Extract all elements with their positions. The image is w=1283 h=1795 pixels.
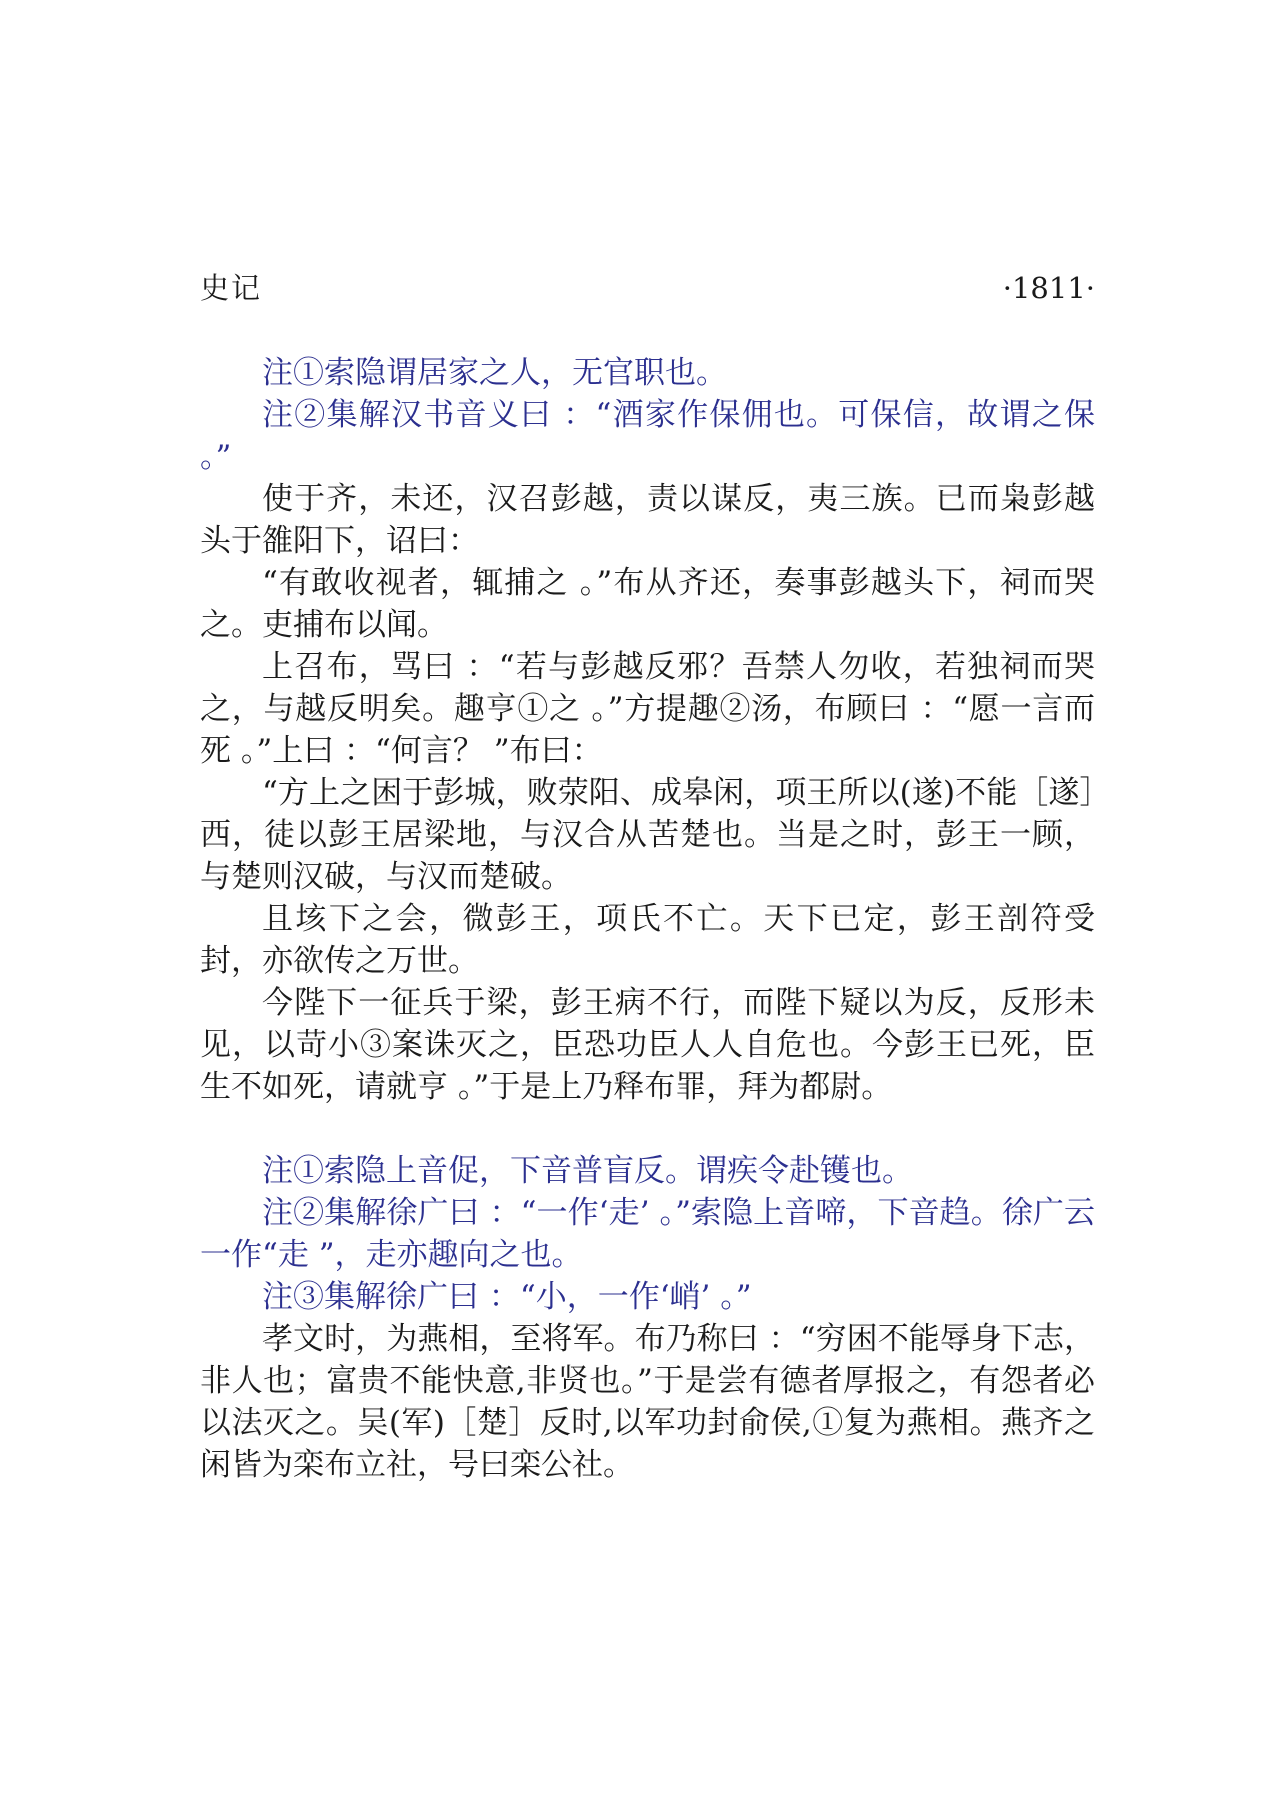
footnote-paragraph: 注①索隐谓居家之人，无官职也。 (262, 355, 727, 391)
footnote-paragraph: 注③集解徐广曰 ：“小，一作‘峭’ 。” (262, 1279, 752, 1315)
page-header (200, 268, 1095, 308)
text-paragraph: “有敢收视者，辄捕之 。”布从齐还，奏事彭越头下，祠而哭之。吏捕布以闻。 (200, 565, 1095, 643)
text-paragraph: 孝文时，为燕相，至将军。布乃称曰 ：“穷困不能辱身下志，非人也；富贵不能快意,非贤也。”于是尝有德者厚报之，有怨者必以法灭之。吴(军)［楚］反时,以军功封俞侯,①复为燕相。燕齐之闲皆为栾布立社，号曰栾公社。 (200, 1321, 1095, 1483)
footnote-paragraph: 注①索隐上音促，下音普盲反。谓疾令赴镬也。 (262, 1153, 913, 1189)
paragraph-gap (200, 1108, 1095, 1150)
page-number: ·1811· (1002, 271, 1095, 305)
text-paragraph: 上召布，骂曰 ：“若与彭越反邪？吾禁人勿收，若独祠而哭之，与越反明矣。趣亨①之 。”方提趣②汤，布顾曰 ：“愿一言而死 。”上曰 ：“何言？ ”布曰： (200, 649, 1095, 769)
text-paragraph: 今陛下一征兵于梁，彭王病不行，而陛下疑以为反，反形未见，以苛小③案诛灭之，臣恐功臣人人自危也。今彭王已死，臣生不如死，请就亨 。”于是上乃释布罪，拜为都尉。 (200, 985, 1095, 1105)
running-title: 史记 (200, 271, 263, 305)
text-paragraph: 使于齐，未还，汉召彭越，责以谋反，夷三族。已而枭彭越头于雒阳下，诏曰： (200, 481, 1095, 559)
footnote-paragraph: 注②集解汉书音义曰 ：“酒家作保佣也。可保信，故谓之保 。” (200, 397, 1095, 475)
footnote-paragraph: 注②集解徐广曰 ：“一作‘走’ 。”索隐上音啼，下音趋。徐广云一作“走 ”，走亦趣向之也。 (200, 1195, 1095, 1273)
page-body (200, 352, 1095, 1486)
text-paragraph: “方上之困于彭城，败荥阳、成皋闲，项王所以(遂)不能［遂］西，徒以彭王居梁地，与汉合从苦楚也。当是之时，彭王一顾，与楚则汉破，与汉而楚破。 (200, 775, 1095, 895)
text-paragraph: 且垓下之会，微彭王，项氏不亡。天下已定，彭王剖符受封，亦欲传之万世。 (200, 901, 1095, 979)
